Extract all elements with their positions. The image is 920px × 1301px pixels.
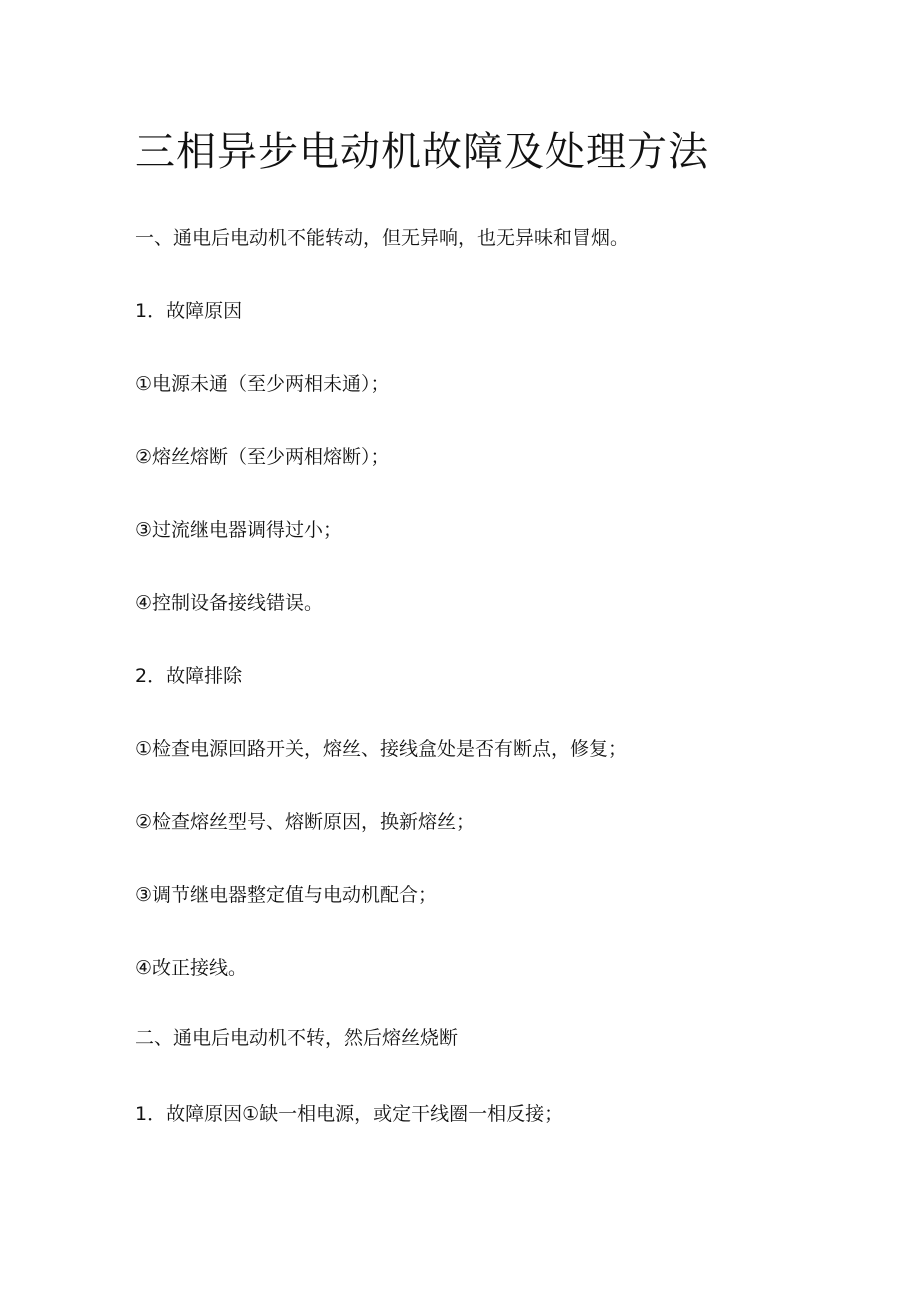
cause-item-3: ③过流继电器调得过小； <box>135 519 343 541</box>
subheading-fixes-1: 2．故障排除 <box>135 665 243 687</box>
fix-item-2: ②检查熔丝型号、熔断原因，换新熔丝； <box>135 811 476 833</box>
cause-item-4: ④控制设备接线错误。 <box>135 592 324 614</box>
cause-item-2: ②熔丝熔断（至少两相熔断）； <box>135 446 390 468</box>
fix-item-3: ③调节继电器整定值与电动机配合； <box>135 884 438 906</box>
section-heading-1: 一、通电后电动机不能转动，但无异响，也无异味和冒烟。 <box>135 227 630 249</box>
subheading-causes-1: 1．故障原因 <box>135 300 243 322</box>
document-title: 三相异步电动机故障及处理方法 <box>135 129 709 175</box>
fix-item-1: ①检查电源回路开关，熔丝、接线盒处是否有断点，修复； <box>135 738 628 760</box>
section-heading-2: 二、通电后电动机不转，然后熔丝烧断 <box>135 1027 459 1049</box>
cause-item-1: ①电源未通（至少两相未通）； <box>135 373 390 395</box>
fix-item-4: ④改正接线。 <box>135 957 248 979</box>
subheading-causes-2: 1．故障原因①缺一相电源，或定干线圈一相反接； <box>135 1103 564 1125</box>
